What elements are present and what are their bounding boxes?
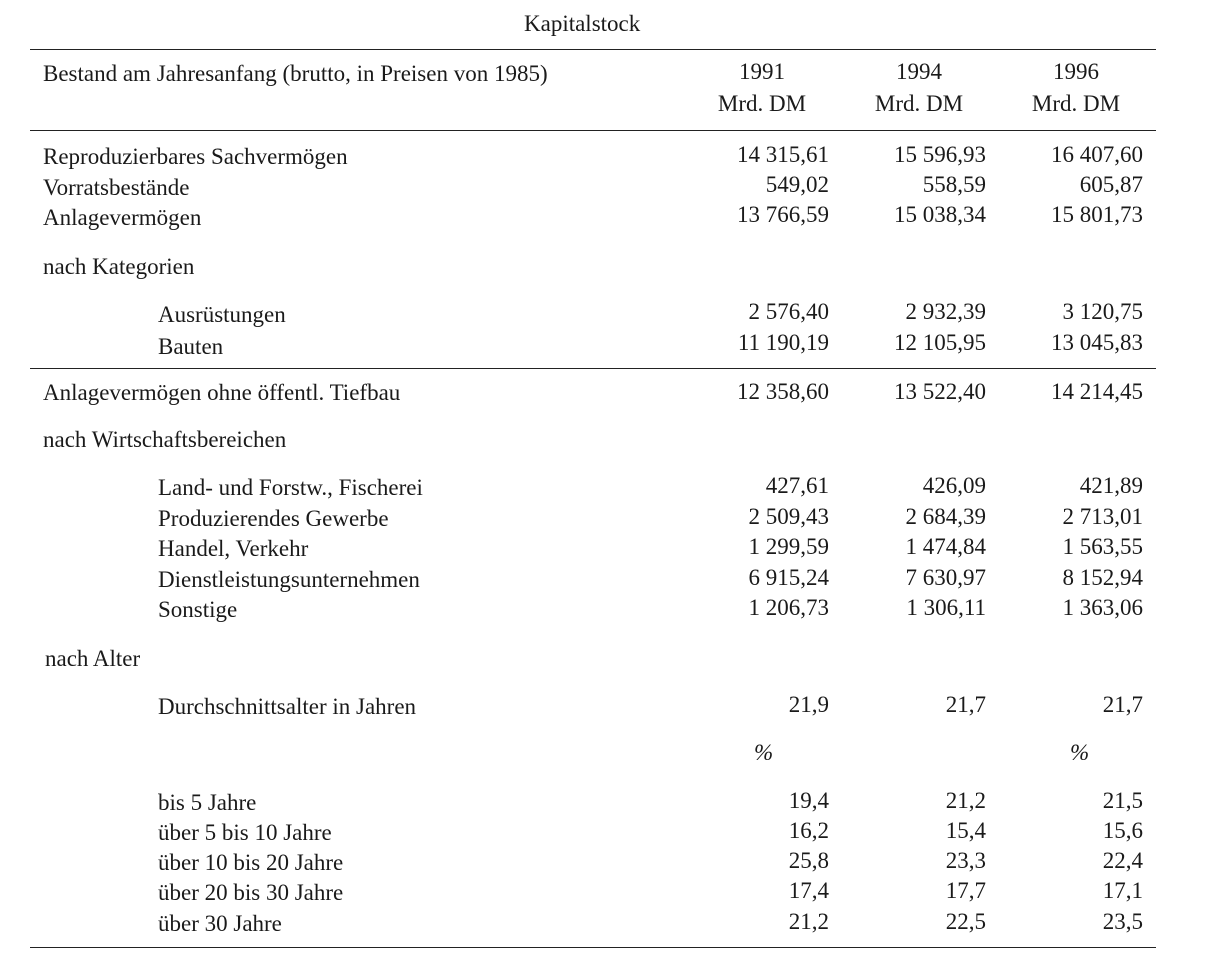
header-unit-1994: Mrd. DM bbox=[874, 91, 964, 116]
top-rule bbox=[30, 49, 1156, 50]
row-label: Ausrüstungen bbox=[158, 302, 286, 327]
row-value: 21,7 bbox=[1102, 692, 1143, 717]
row-value: 13 766,59 bbox=[737, 202, 829, 227]
row-value: 426,09 bbox=[922, 473, 986, 498]
row-value: 15 038,34 bbox=[894, 202, 986, 227]
row-value: 13 522,40 bbox=[894, 379, 986, 404]
header-label: Bestand am Jahresanfang (brutto, in Preisen von 1985) bbox=[43, 61, 548, 86]
row-value: 15 596,93 bbox=[894, 142, 986, 167]
row-label: bis 5 Jahre bbox=[158, 790, 257, 815]
row-label: Produzierendes Gewerbe bbox=[158, 506, 389, 531]
row-value: 14 315,61 bbox=[737, 142, 829, 167]
row-value: 15,4 bbox=[945, 818, 986, 843]
row-value: 427,61 bbox=[765, 473, 829, 498]
row-label: Anlagevermögen ohne öffentl. Tiefbau bbox=[43, 380, 401, 405]
row-value: 1 206,73 bbox=[748, 595, 829, 620]
row-value: 1 474,84 bbox=[905, 534, 986, 559]
row-value: 15 801,73 bbox=[1051, 202, 1143, 227]
row-value: 2 713,01 bbox=[1062, 504, 1143, 529]
row-value: 2 684,39 bbox=[905, 504, 986, 529]
row-value: 12 358,60 bbox=[737, 379, 829, 404]
row-label: Dienstleistungsunternehmen bbox=[158, 567, 420, 592]
row-value: 1 563,55 bbox=[1062, 534, 1143, 559]
row-value: 1 306,11 bbox=[906, 595, 986, 620]
row-value: 21,5 bbox=[1102, 788, 1143, 813]
row-value: 16 407,60 bbox=[1051, 142, 1143, 167]
header-year-1994: 1994 bbox=[896, 59, 942, 84]
row-value: 12 105,95 bbox=[894, 330, 986, 355]
row-label: Reproduzierbares Sachvermögen bbox=[43, 144, 348, 169]
row-label: über 30 Jahre bbox=[158, 911, 282, 936]
row-value: 6 915,24 bbox=[748, 565, 829, 590]
row-label: Anlagevermögen bbox=[43, 205, 202, 230]
row-value: 7 630,97 bbox=[905, 565, 986, 590]
row-value: 558,59 bbox=[922, 172, 986, 197]
row-label: Land- und Forstw., Fischerei bbox=[158, 475, 423, 500]
row-label: Bauten bbox=[158, 334, 224, 359]
row-value: 22,5 bbox=[945, 909, 986, 934]
row-label: über 5 bis 10 Jahre bbox=[158, 820, 332, 845]
row-value: 2 509,43 bbox=[748, 504, 829, 529]
row-label: über 20 bis 30 Jahre bbox=[158, 880, 344, 905]
row-value: 2 932,39 bbox=[905, 299, 986, 324]
row-value: 21,9 bbox=[788, 692, 829, 717]
bottom-rule bbox=[30, 947, 1156, 948]
row-value: 1 363,06 bbox=[1062, 595, 1143, 620]
row-value: 21,2 bbox=[788, 909, 829, 934]
row-value: 421,89 bbox=[1079, 473, 1143, 498]
row-value: 3 120,75 bbox=[1062, 299, 1143, 324]
row-value: 21,2 bbox=[945, 788, 986, 813]
row-value: 25,8 bbox=[788, 848, 829, 873]
row-value: 21,7 bbox=[945, 692, 986, 717]
section-heading: nach Kategorien bbox=[43, 254, 195, 279]
header-year-1991: 1991 bbox=[739, 59, 785, 84]
percent-marker: % bbox=[1070, 740, 1090, 765]
section-heading: nach Alter bbox=[45, 646, 141, 671]
row-value: 23,5 bbox=[1102, 909, 1143, 934]
row-value: 11 190,19 bbox=[737, 330, 829, 355]
row-value: 549,02 bbox=[765, 172, 829, 197]
row-value: 16,2 bbox=[788, 818, 829, 843]
row-label: über 10 bis 20 Jahre bbox=[158, 850, 344, 875]
row-value: 605,87 bbox=[1079, 172, 1143, 197]
row-value: 23,3 bbox=[945, 848, 986, 873]
row-value: 8 152,94 bbox=[1062, 565, 1143, 590]
percent-marker: % bbox=[754, 740, 774, 765]
row-value: 15,6 bbox=[1102, 818, 1143, 843]
row-label: Durchschnittsalter in Jahren bbox=[158, 694, 417, 719]
section-heading: nach Wirtschaftsbereichen bbox=[43, 427, 287, 452]
row-value: 13 045,83 bbox=[1051, 330, 1143, 355]
row-label: Vorratsbestände bbox=[43, 175, 190, 200]
table-title: Kapitalstock bbox=[524, 11, 641, 36]
row-value: 14 214,45 bbox=[1051, 379, 1143, 404]
row-value: 17,4 bbox=[788, 878, 829, 903]
row-value: 2 576,40 bbox=[748, 299, 829, 324]
row-label: Sonstige bbox=[158, 597, 238, 622]
header-unit-1991: Mrd. DM bbox=[717, 91, 807, 116]
row-value: 19,4 bbox=[788, 788, 829, 813]
section-rule bbox=[30, 368, 1156, 369]
header-rule bbox=[30, 130, 1156, 131]
row-value: 22,4 bbox=[1102, 848, 1143, 873]
header-unit-1996: Mrd. DM bbox=[1031, 91, 1121, 116]
row-value: 17,1 bbox=[1102, 878, 1143, 903]
row-value: 17,7 bbox=[945, 878, 986, 903]
row-value: 1 299,59 bbox=[748, 534, 829, 559]
header-year-1996: 1996 bbox=[1053, 59, 1099, 84]
row-label: Handel, Verkehr bbox=[158, 536, 309, 561]
